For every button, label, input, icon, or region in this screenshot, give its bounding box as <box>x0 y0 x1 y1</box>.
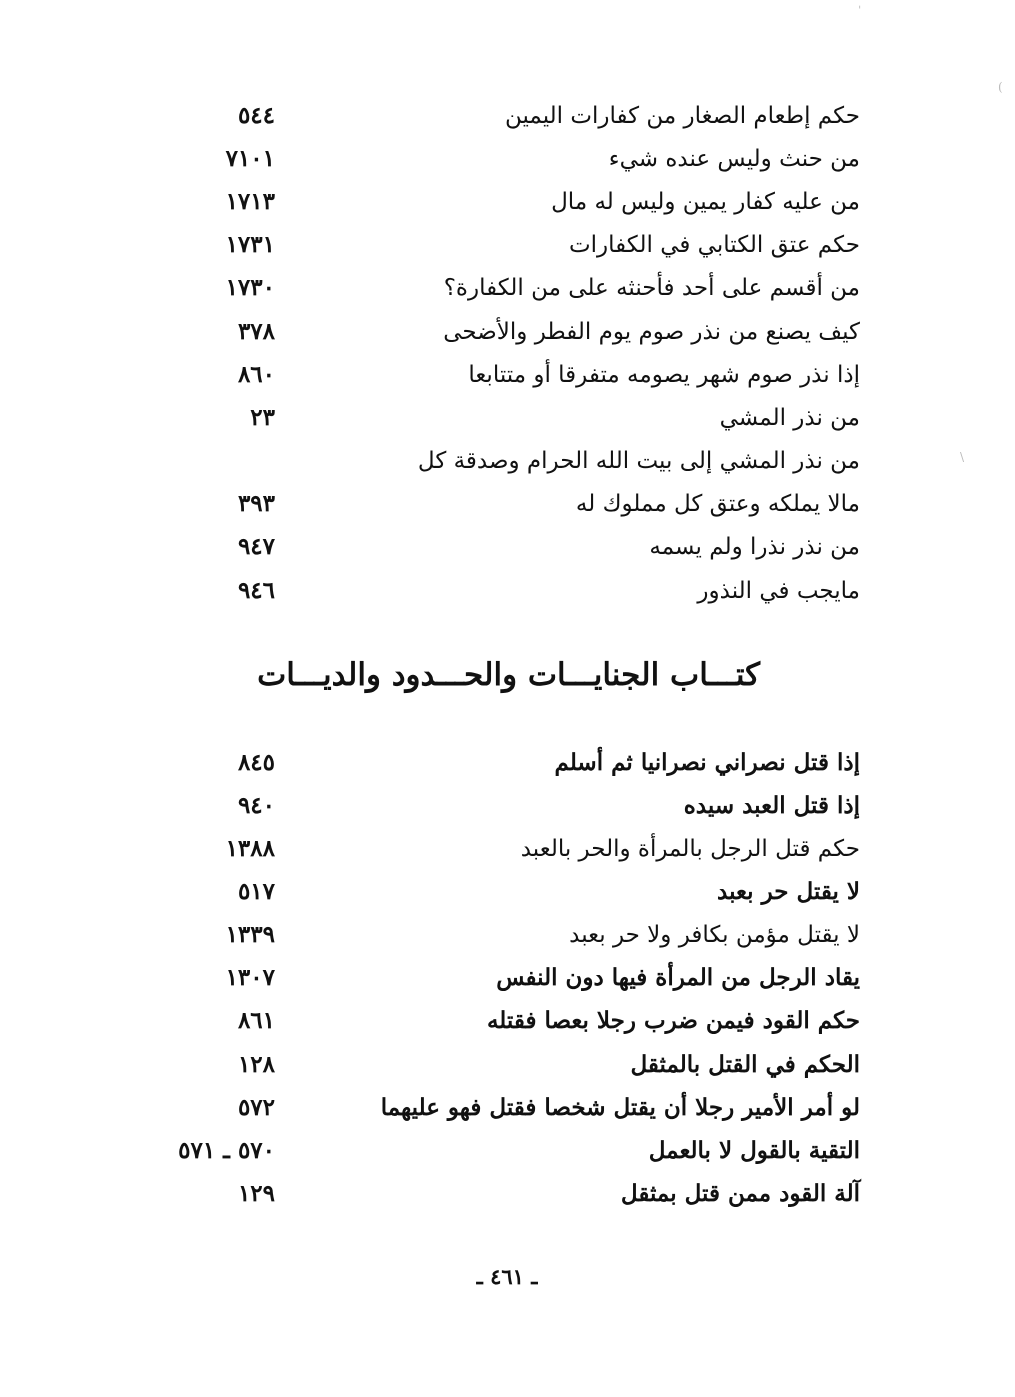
index-entry <box>140 872 870 912</box>
entry-number: ٢٣ <box>250 404 275 431</box>
entry-title: لا يقتل مؤمن بكافر ولا حر بعبد <box>569 922 860 948</box>
index-entry <box>140 441 870 481</box>
entry-title: يقاد الرجل من المرأة فيها دون النفس <box>496 964 860 991</box>
entry-number: ٥٤٤ <box>237 102 275 129</box>
index-entry <box>140 1174 870 1214</box>
index-entry <box>140 96 870 136</box>
entry-number: ١٧١٣ <box>225 188 275 215</box>
index-entry <box>140 312 870 352</box>
entry-number: ٣٩٣ <box>237 490 275 517</box>
entry-number: ٨٤٥ <box>237 749 275 776</box>
index-entry <box>140 1001 870 1041</box>
entry-number: ١٧٣١ <box>225 231 275 258</box>
entry-number: ٧١٠١ <box>225 145 275 172</box>
index-entry <box>140 268 870 308</box>
entry-title: لو أمر الأمير رجلا أن يقتل شخصا فقتل فهو عليهما <box>380 1094 860 1121</box>
index-entry <box>140 1045 870 1085</box>
index-entry <box>140 1131 870 1171</box>
index-entry <box>140 527 870 567</box>
entry-title: مالا يملكه وعتق كل مملوك له <box>575 491 860 517</box>
entry-title: آلة القود ممن قتل بمثقل <box>620 1180 860 1207</box>
entry-number: ٩٤٠ <box>237 792 275 819</box>
section-heading: كتـــاب الجنايـــات والحـــدود والديـــات <box>257 657 760 693</box>
entry-number: ١٧٣٠ <box>225 274 275 301</box>
entry-title: من أقسم على أحد فأحنثه على من الكفارة؟ <box>443 275 860 301</box>
entry-title: من نذر نذرا ولم يسمه <box>649 534 860 560</box>
entry-title: حكم إطعام الصغار من كفارات اليمين <box>504 103 860 129</box>
entry-title: لا يقتل حر بعبد <box>717 878 860 905</box>
entry-title: حكم قتل الرجل بالمرأة والحر بالعبد <box>520 836 860 862</box>
entry-number: ٨٦٠ <box>237 361 275 388</box>
entry-title: التقية بالقول لا بالعمل <box>648 1137 860 1164</box>
entry-title: من حنث وليس عنده شيء <box>608 146 860 172</box>
index-entry <box>140 571 870 611</box>
page-number: ـ ٤٦١ ـ <box>476 1264 538 1289</box>
scan-speck: \ <box>960 450 965 464</box>
index-entry <box>140 355 870 395</box>
index-entry <box>140 829 870 869</box>
index-entry <box>140 958 870 998</box>
scan-speck: ( <box>998 80 1003 94</box>
entry-number: ٥٧٠ ـ ٥٧١ <box>178 1137 275 1164</box>
entry-title: حكم عتق الكتابي في الكفارات <box>569 232 860 258</box>
entry-number: ٣٧٨ <box>237 318 275 345</box>
index-entry <box>140 484 870 524</box>
entry-title: من عليه كفار يمين وليس له مال <box>551 189 860 215</box>
index-entry <box>140 915 870 955</box>
scan-speck: ˈ <box>858 4 862 18</box>
index-entry <box>140 139 870 179</box>
entry-title: من نذر المشي إلى بيت الله الحرام وصدقة كل <box>417 448 860 474</box>
entry-number: ١٣٨٨ <box>225 835 275 862</box>
entry-number: ١٣٣٩ <box>225 921 275 948</box>
entry-number: ٨٦١ <box>237 1007 275 1034</box>
entry-number: ١٢٩ <box>237 1180 275 1207</box>
entry-title: إذا نذر صوم شهر يصومه متفرقا أو متتابعا <box>468 362 860 388</box>
index-entry <box>140 786 870 826</box>
entry-title: إذا قتل العبد سيده <box>683 792 860 819</box>
index-entry <box>140 182 870 222</box>
entry-title: إذا قتل نصراني نصرانيا ثم أسلم <box>554 749 860 776</box>
entry-title: حكم القود فيمن ضرب رجلا بعصا فقتله <box>486 1007 860 1034</box>
index-entry <box>140 743 870 783</box>
entry-number: ٥٧٢ <box>237 1094 275 1121</box>
index-entry <box>140 225 870 265</box>
entry-title: الحكم في القتل بالمثقل <box>630 1051 860 1078</box>
entry-number: ٥١٧ <box>237 878 275 905</box>
entry-number: ١٢٨ <box>237 1051 275 1078</box>
entry-title: مايجب في النذور <box>697 578 860 604</box>
entry-number: ١٣٠٧ <box>225 964 275 991</box>
index-entry <box>140 1088 870 1128</box>
entry-title: كيف يصنع من نذر صوم يوم الفطر والأضحى <box>443 319 860 345</box>
entry-title: من نذر المشي <box>719 405 860 431</box>
entry-number: ٩٤٧ <box>237 533 275 560</box>
index-entry <box>140 398 870 438</box>
entry-number: ٩٤٦ <box>237 577 275 604</box>
